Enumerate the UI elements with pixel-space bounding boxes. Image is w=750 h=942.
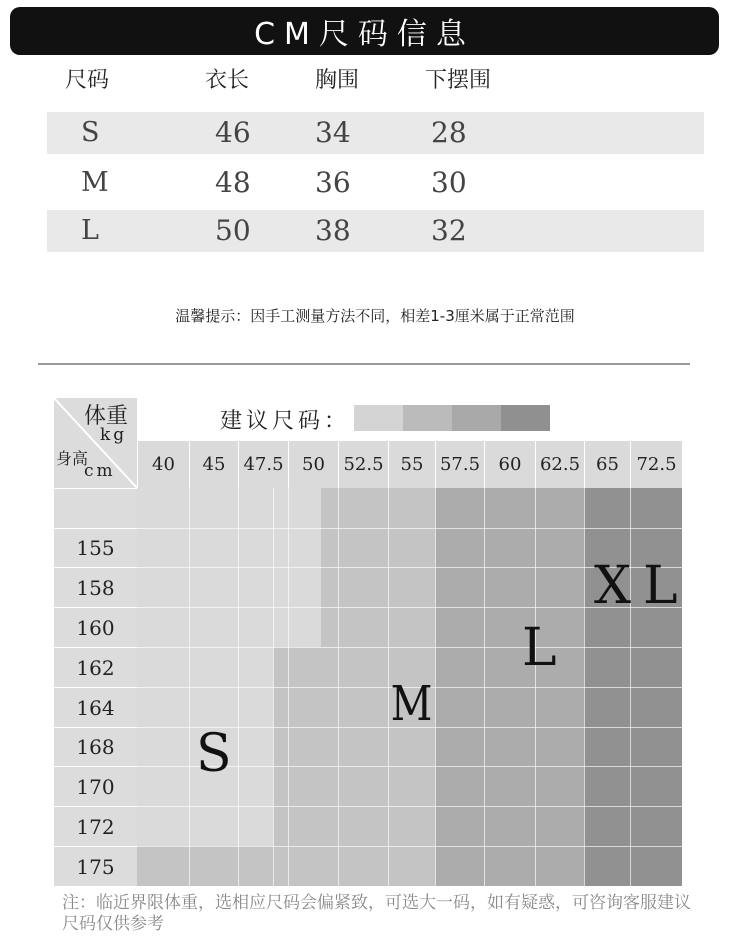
weight-header-cell: 47.5 <box>238 441 288 488</box>
height-header-cell <box>54 488 137 528</box>
size-table-header <box>47 60 704 102</box>
size-table-header-cell: 下摆围 <box>425 68 492 93</box>
height-header-cell: 168 <box>54 727 137 766</box>
zone-label-s: S <box>196 724 232 784</box>
height-header-cell: 158 <box>54 567 137 607</box>
size-table-value-cell: 48 <box>215 166 251 199</box>
height-label: 身高 <box>56 449 89 468</box>
zone-label-xl: XL <box>594 556 690 616</box>
weight-unit: kg <box>100 425 128 445</box>
zone-label-m: M <box>390 676 433 732</box>
size-zone-m <box>137 846 435 886</box>
height-header-cell: 162 <box>54 647 137 687</box>
size-table-header-cell: 衣长 <box>205 68 250 93</box>
size-table-value-cell: 38 <box>315 214 351 247</box>
weight-header-cell: 72.5 <box>630 441 682 488</box>
divider <box>38 363 690 365</box>
height-header-cell: 170 <box>54 766 137 806</box>
size-table-value-cell: 34 <box>315 116 351 149</box>
page-title: CM尺码信息 <box>254 17 475 52</box>
weight-header-cell: 45 <box>189 441 238 488</box>
title-bar <box>10 7 719 55</box>
weight-header-cell: 50 <box>288 441 338 488</box>
height-header-cell: 164 <box>54 687 137 727</box>
size-table-header-cell: 胸围 <box>315 68 360 93</box>
size-zone-m <box>273 647 321 846</box>
grid-line <box>137 528 682 529</box>
height-unit: cm <box>84 461 116 481</box>
weight-header-cell: 40 <box>137 441 189 488</box>
footnote: 注：临近界限体重，选相应尺码会偏紧致，可选大一码，如有疑惑，可咨询客服建议尺码仅供参考 <box>62 893 691 934</box>
weight-header-cell: 62.5 <box>535 441 584 488</box>
size-table-row <box>47 162 704 204</box>
measurement-tip: 温馨提示：因手工测量方法不同，相差1-3厘米属于正常范围 <box>175 307 575 325</box>
weight-label: 体重 <box>84 404 129 429</box>
zone-label-l: L <box>522 618 557 678</box>
size-table-size-cell: M <box>81 167 109 198</box>
weight-header-cell: 60 <box>484 441 535 488</box>
grid-line <box>137 846 682 847</box>
size-table-value-cell: 50 <box>215 214 251 247</box>
size-table-value-cell: 32 <box>431 214 467 247</box>
size-table-value-cell: 30 <box>431 166 467 199</box>
weight-header-cell: 55 <box>388 441 435 488</box>
weight-header-cell: 52.5 <box>338 441 388 488</box>
grid-line <box>137 647 682 648</box>
grid-corner-header <box>54 398 137 488</box>
height-header-cell: 155 <box>54 528 137 567</box>
size-table-value-cell: 46 <box>215 116 251 149</box>
size-table-row <box>47 112 704 154</box>
size-table-value-cell: 36 <box>315 166 351 199</box>
height-header-cell: 175 <box>54 846 137 886</box>
weight-header-cell: 57.5 <box>435 441 484 488</box>
legend-label: 建议尺码： <box>220 409 351 434</box>
size-zone-l <box>435 488 584 846</box>
size-table-header-cell: 尺码 <box>65 68 110 93</box>
size-table-row <box>47 210 704 252</box>
height-header-cell: 172 <box>54 806 137 846</box>
grid-line <box>137 806 682 807</box>
weight-header-cell: 65 <box>584 441 630 488</box>
weight-header-row <box>137 441 682 488</box>
size-recommendation-grid <box>54 398 690 886</box>
size-zone-s <box>137 488 273 846</box>
size-table-size-cell: L <box>81 215 99 246</box>
height-header-cell: 160 <box>54 607 137 647</box>
size-zone-l <box>435 846 584 886</box>
size-table-size-cell: S <box>81 117 100 148</box>
size-table-value-cell: 28 <box>431 116 467 149</box>
